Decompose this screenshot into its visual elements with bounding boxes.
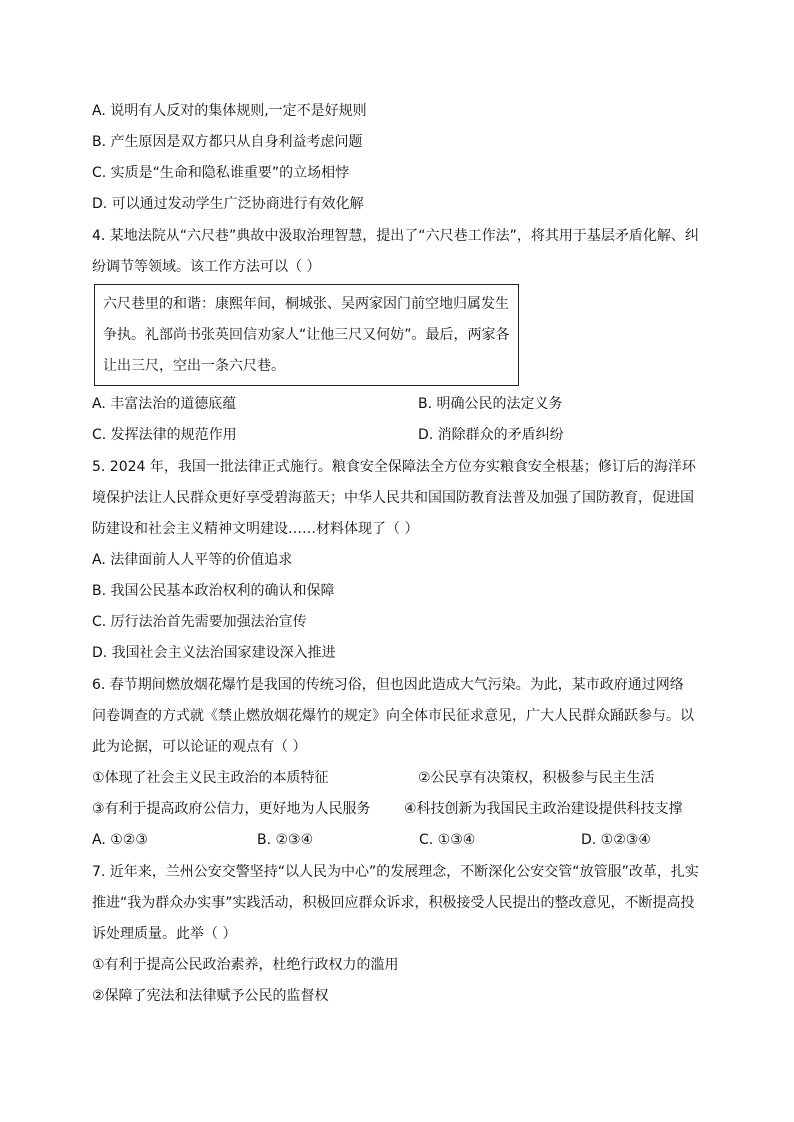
q7-stem-line-3: 诉处理质量。此举（ ）	[92, 926, 237, 942]
q3-option-d: D. 可以通过发动学生广泛协商进行有效化解	[92, 196, 364, 212]
q6-option-c: C. ①③④	[419, 832, 476, 848]
q5-option-b: B. 我国公民基本政治权利的确认和保障	[92, 583, 335, 599]
q4-stem-line-2: 纷调节等领域。该工作方法可以（ ）	[92, 259, 321, 275]
q5-stem-line-2: 境保护法让人民群众更好享受碧海蓝天；中华人民共和国国防教育法普及加强了国防教育，促进国	[92, 490, 694, 506]
q5-stem-line-1: 5. 2024 年，我国一批法律正式施行。粮食安全保障法全方位夯实粮食安全根基；修订后的海洋环	[92, 459, 696, 475]
q6-stem-line-2: 问卷调查的方式就《禁止燃放烟花爆竹的规定》向全体市民征求意见，广大人民群众踊跃参与。以	[92, 708, 694, 724]
q6-statement-4: ④科技创新为我国民主政治建设提供科技支撑	[404, 801, 683, 817]
q5-option-c: C. 厉行法治首先需要加强法治宣传	[92, 614, 307, 630]
q6-option-a: A. ①②③	[92, 832, 148, 848]
q3-option-c: C. 实质是“生命和隐私谁重要”的立场相悖	[92, 165, 350, 181]
q6-stem-line-3: 此为论据，可以论证的观点有（ ）	[92, 739, 307, 755]
q5-option-a: A. 法律面前人人平等的价值追求	[92, 552, 293, 568]
q6-statement-1: ①体现了社会主义民主政治的本质特征	[92, 770, 329, 786]
q4-option-a: A. 丰富法治的道德底蕴	[92, 396, 237, 412]
q5-option-d: D. 我国社会主义法治国家建设深入推进	[92, 645, 336, 661]
q6-option-b: B. ②③④	[257, 832, 314, 848]
q4-option-d: D. 消除群众的矛盾纠纷	[418, 427, 564, 443]
q4-material-line-2: 争执。礼部尚书张英回信劝家人“让他三尺又何妨”。最后，两家各	[103, 327, 510, 343]
q3-option-a: A. 说明有人反对的集体规则,一定不是好规则	[92, 103, 367, 119]
q4-material-line-3: 让出三尺，空出一条六尺巷。	[103, 358, 285, 374]
q4-material-box	[94, 284, 519, 386]
q4-stem-line-1: 4. 某地法院从“六尺巷”典故中汲取治理智慧，提出了“六尺巷工作法”，将其用于基层矛盾化解、纠	[92, 228, 699, 244]
q4-option-c: C. 发挥法律的规范作用	[92, 427, 237, 443]
q7-stem-line-1: 7. 近年来，兰州公安交警坚持“以人民为中心”的发展理念，不断深化公安交管“放管服”改革，扎实	[92, 864, 699, 880]
q7-stem-line-2: 推进“我为群众办实事”实践活动，积极回应群众诉求，积极接受人民提出的整改意见，不断提高投	[92, 895, 695, 911]
q6-statement-3: ③有利于提高政府公信力，更好地为人民服务	[92, 801, 371, 817]
q3-option-b: B. 产生原因是双方都只从自身利益考虑问题	[92, 134, 363, 150]
q6-option-d: D. ①②③④	[581, 832, 651, 848]
q5-stem-line-3: 防建设和社会主义精神文明建设……材料体现了（ ）	[92, 521, 419, 537]
q7-statement-1: ①有利于提高公民政治素养，杜绝行政权力的滥用	[92, 957, 399, 973]
q6-statement-2: ②公民享有决策权，积极参与民主生活	[418, 770, 655, 786]
q6-stem-line-1: 6. 春节期间燃放烟花爆竹是我国的传统习俗，但也因此造成大气污染。为此，某市政府通过网络	[92, 677, 684, 693]
q4-option-b: B. 明确公民的法定义务	[418, 396, 563, 412]
q4-material-line-1: 六尺巷里的和谐：康熙年间，桐城张、吴两家因门前空地归属发生	[103, 296, 509, 312]
q7-statement-2: ②保障了宪法和法律赋予公民的监督权	[92, 988, 329, 1004]
